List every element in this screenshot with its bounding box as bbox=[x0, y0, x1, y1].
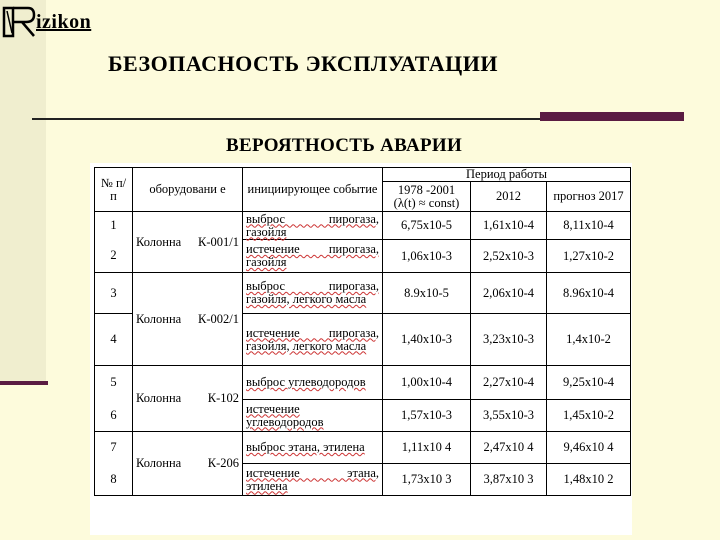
logo-text: izikon bbox=[36, 10, 92, 33]
event-cell: выброс пирогаза, газойля bbox=[243, 212, 383, 240]
event-cell: выброс этана, этилена bbox=[243, 432, 383, 464]
title-rule-thin bbox=[32, 118, 544, 120]
row-num: 3 bbox=[95, 273, 133, 314]
row-num: 4 bbox=[95, 314, 133, 366]
row-num: 2 bbox=[95, 240, 133, 273]
value-2017: 1,45х10-2 bbox=[547, 400, 631, 432]
equipment-cell: Колонна К-206 bbox=[133, 432, 243, 496]
value-2017: 1,48х10 2 bbox=[547, 464, 631, 496]
event-cell: истечение углеводородов bbox=[243, 400, 383, 432]
value-2012: 3,23х10-3 bbox=[471, 314, 547, 366]
value-1978: 8.9х10-5 bbox=[383, 273, 471, 314]
table-header-row bbox=[95, 168, 631, 182]
value-2012: 3,87х10 3 bbox=[471, 464, 547, 496]
side-decor-bar bbox=[0, 0, 46, 382]
title-rule-accent bbox=[540, 112, 684, 121]
table-row bbox=[95, 366, 631, 400]
row-num: 1 bbox=[95, 212, 133, 240]
value-1978: 1,11х10 4 bbox=[383, 432, 471, 464]
table-sheet bbox=[90, 163, 632, 535]
logo-mark-icon bbox=[2, 5, 36, 39]
value-2017: 8.96х10-4 bbox=[547, 273, 631, 314]
value-2012: 2,52х10-3 bbox=[471, 240, 547, 273]
row-num: 8 bbox=[95, 464, 133, 496]
value-1978: 1,73х10 3 bbox=[383, 464, 471, 496]
value-2012: 3,55х10-3 bbox=[471, 400, 547, 432]
value-1978: 1,40х10-3 bbox=[383, 314, 471, 366]
value-1978: 6,75х10-5 bbox=[383, 212, 471, 240]
side-decor-line bbox=[0, 381, 48, 385]
value-2017: 9,25х10-4 bbox=[547, 366, 631, 400]
value-2017: 8,11х10-4 bbox=[547, 212, 631, 240]
probability-table bbox=[94, 167, 631, 496]
header-equipment: оборудовани е bbox=[133, 168, 243, 212]
header-event: инициирующее событие bbox=[243, 168, 383, 212]
value-2012: 2,06х10-4 bbox=[471, 273, 547, 314]
row-num: 6 bbox=[95, 400, 133, 432]
table-row bbox=[95, 432, 631, 464]
event-cell: выброс пирогаза, газойля, легкого масла bbox=[243, 273, 383, 314]
equipment-cell: Колонна К-102 bbox=[133, 366, 243, 432]
event-cell: истечение пирогаза, газойля bbox=[243, 240, 383, 273]
value-1978: 1,00х10-4 bbox=[383, 366, 471, 400]
header-2017: прогноз 2017 bbox=[547, 182, 631, 212]
header-period: Период работы bbox=[383, 168, 631, 182]
equipment-cell: Колонна К-001/1 bbox=[133, 212, 243, 273]
row-num: 5 bbox=[95, 366, 133, 400]
value-2012: 2,47х10 4 bbox=[471, 432, 547, 464]
header-2012: 2012 bbox=[471, 182, 547, 212]
event-cell: истечение этана, этилена bbox=[243, 464, 383, 496]
header-1978: 1978 -2001 (λ(t) ≈ const) bbox=[383, 182, 471, 212]
event-cell: выброс углеводородов bbox=[243, 366, 383, 400]
value-1978: 1,06х10-3 bbox=[383, 240, 471, 273]
value-2012: 2,27х10-4 bbox=[471, 366, 547, 400]
value-2017: 1,4х10-2 bbox=[547, 314, 631, 366]
header-num: № п/п bbox=[95, 168, 133, 212]
value-1978: 1,57х10-3 bbox=[383, 400, 471, 432]
row-num: 7 bbox=[95, 432, 133, 464]
value-2017: 1,27х10-2 bbox=[547, 240, 631, 273]
event-cell: истечение пирогаза, газойля, легкого масла bbox=[243, 314, 383, 366]
equipment-cell: Колонна К-002/1 bbox=[133, 273, 243, 366]
table-row bbox=[95, 273, 631, 314]
table-row bbox=[95, 212, 631, 240]
value-2017: 9,46х10 4 bbox=[547, 432, 631, 464]
value-2012: 1,61х10-4 bbox=[471, 212, 547, 240]
logo bbox=[2, 4, 91, 40]
table-title: ВЕРОЯТНОСТЬ АВАРИИ bbox=[226, 135, 463, 156]
page-title: БЕЗОПАСНОСТЬ ЭКСПЛУАТАЦИИ bbox=[108, 51, 499, 76]
